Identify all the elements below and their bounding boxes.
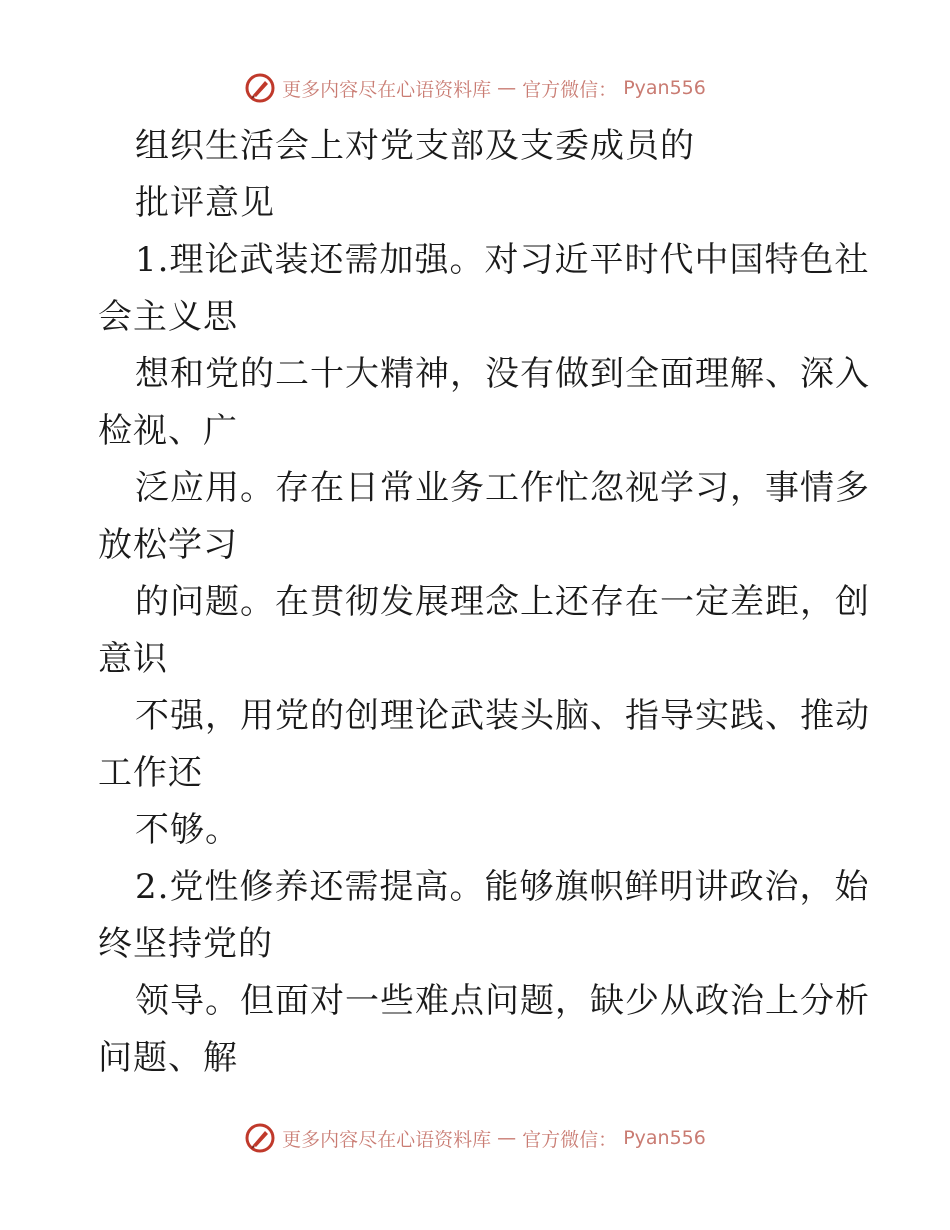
text-line: 想和党的二十大精神，没有做到全面理解、深入 <box>135 354 870 394</box>
text-line: 不强，用党的创理论武装头脑、指导实践、推动 <box>135 696 870 736</box>
header-watermark <box>0 72 950 104</box>
text-line: 问题、解 <box>98 1038 238 1078</box>
text-line: 检视、广 <box>98 411 238 451</box>
watermark-contact-label: 官方微信： <box>522 1128 618 1151</box>
watermark-site-text: 更多内容尽在心语资料库 <box>282 78 492 101</box>
watermark-contact-id: Pyan556 <box>623 77 706 99</box>
pen-logo-icon <box>244 1122 276 1154</box>
text-line: 终坚持党的 <box>98 924 273 964</box>
watermark-separator: — <box>497 1127 517 1149</box>
text-line: 不够。 <box>135 810 240 850</box>
title-line-1: 组织生活会上对党支部及支委成员的 <box>135 126 695 166</box>
text-line: 放松学习 <box>98 525 238 565</box>
text-line: 领导。但面对一些难点问题，缺少从政治上分析 <box>135 981 870 1021</box>
title-line-2: 批评意见 <box>135 183 275 223</box>
footer-watermark <box>0 1122 950 1154</box>
text-line: 的问题。在贯彻发展理念上还存在一定差距，创 <box>135 582 870 622</box>
document-body <box>98 118 870 1087</box>
watermark-separator: — <box>497 77 517 99</box>
watermark-contact-id: Pyan556 <box>623 1127 706 1149</box>
text-line: 工作还 <box>98 753 203 793</box>
text-line: 泛应用。存在日常业务工作忙忽视学习，事情多 <box>135 468 870 508</box>
watermark-contact-label: 官方微信： <box>522 78 618 101</box>
text-line: 会主义思 <box>98 297 238 337</box>
text-line: 2.党性修养还需提高。能够旗帜鲜明讲政治，始 <box>135 867 870 907</box>
watermark-site-text: 更多内容尽在心语资料库 <box>282 1128 492 1151</box>
pen-logo-icon <box>244 72 276 104</box>
text-line: 意识 <box>98 639 168 679</box>
text-line: 1.理论武装还需加强。对习近平时代中国特色社 <box>135 240 870 280</box>
